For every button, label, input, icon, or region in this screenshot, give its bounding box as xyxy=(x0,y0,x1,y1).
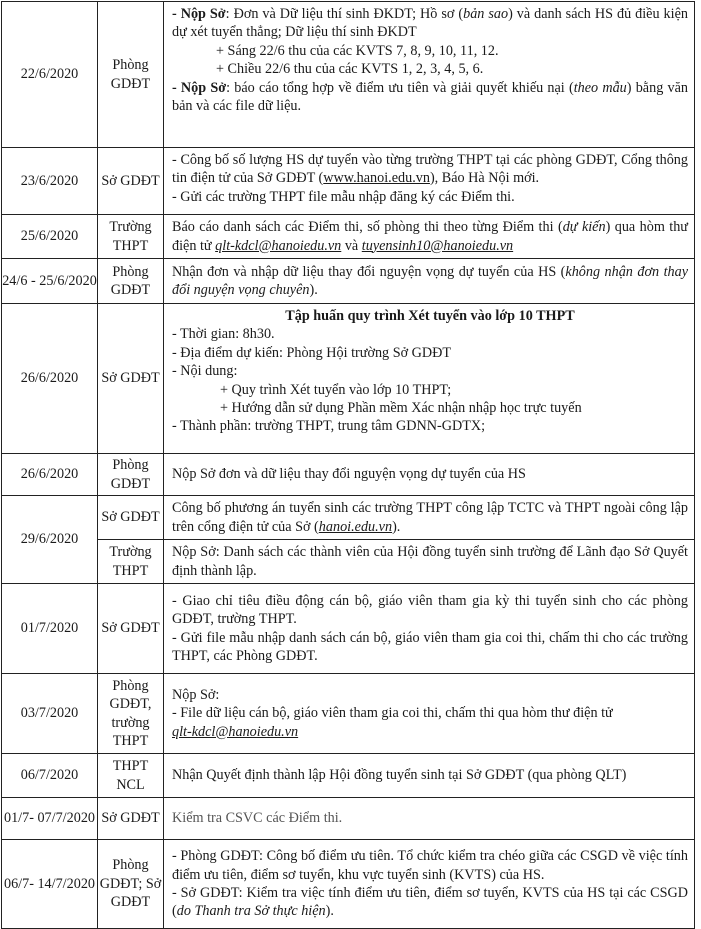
date-cell: 22/6/2020 xyxy=(2,2,98,148)
content-cell: Nhận Quyết định thành lập Hội đồng tuyển sinh tại Sở GDĐT (qua phòng QLT) xyxy=(164,754,695,798)
table-row xyxy=(2,454,695,496)
table-row xyxy=(2,798,695,840)
content-line: - Thành phần: trường THPT, trung tâm GDNN-GDTX; xyxy=(172,418,486,435)
table-row xyxy=(2,259,695,304)
content-line: - Nội dung: xyxy=(172,363,238,380)
content-cell xyxy=(164,840,695,929)
content-cell xyxy=(164,2,695,148)
content-line: - Gửi các trường THPT file mẫu nhập đăng ký các Điểm thi. xyxy=(172,188,515,205)
unit-cell: Phòng GDĐT; Sở GDĐT xyxy=(98,840,164,929)
training-heading: Tập huấn quy trình Xét tuyển vào lớp 10 THPT xyxy=(285,308,575,324)
content-subitem: + Chiều 22/6 thu của các KVTS 1, 2, 3, 4, 5, 6. xyxy=(216,61,484,78)
content-cell xyxy=(164,148,695,215)
unit-cell: Sở GDĐT xyxy=(98,148,164,215)
table-row xyxy=(2,584,695,674)
unit-cell: THPT NCL xyxy=(98,754,164,798)
content-line: - Công bố số lượng HS dự tuyển vào từng trường THPT tại các phòng GDĐT, Cổng thông tin điện tử của Sở GDĐT (www.hanoi.edu.vn), Báo Hà Nội mới. xyxy=(172,152,688,187)
content-cell xyxy=(164,584,695,674)
content-cell: Công bố phương án tuyển sinh các trường THPT công lập TCTC và THPT ngoài công lập trên cổng điện tử của Sở (hanoi.edu.vn). xyxy=(164,496,695,540)
content-line: - Sở GDĐT: Kiểm tra việc tính điểm ưu tiên, điểm sơ tuyển, KVTS của HS tại các CSGD (do Thanh tra Sở thực hiện). xyxy=(172,885,688,920)
content-line: - Giao chỉ tiêu điều động cán bộ, giáo viên tham gia kỳ thi tuyển sinh cho các phòng GDĐT, trường THPT. xyxy=(172,592,688,628)
date-cell: 03/7/2020 xyxy=(2,674,98,754)
content-cell: Nhận đơn và nhập dữ liệu thay đổi nguyện vọng dự tuyển của HS (không nhận đơn thay đổi nguyện vọng chuyên). xyxy=(164,259,695,304)
content-line: - Thời gian: 8h30. xyxy=(172,326,275,343)
date-cell: 06/7- 14/7/2020 xyxy=(2,840,98,929)
unit-cell: Phòng GDĐT xyxy=(98,2,164,148)
email-link[interactable]: qlt-kdcl@hanoiedu.vn xyxy=(215,237,342,254)
date-cell: 26/6/2020 xyxy=(2,304,98,454)
website-link[interactable]: www.hanoi.edu.vn xyxy=(323,170,430,187)
date-cell: 26/6/2020 xyxy=(2,454,98,496)
unit-cell: Trường THPT xyxy=(98,540,164,584)
content-line: - Nộp Sở: Đơn và Dữ liệu thí sinh ĐKDT; Hồ sơ (bản sao) và danh sách HS đủ điều kiện dự xét tuyển thẳng; Dữ liệu thí sinh ĐKDT xyxy=(172,6,688,41)
unit-cell: Phòng GDĐT xyxy=(98,454,164,496)
content-cell: Kiểm tra CSVC các Điểm thi. xyxy=(164,798,695,840)
content-line: - Nộp Sở: báo cáo tổng hợp về điểm ưu tiên và giải quyết khiếu nại (theo mẫu) bằng văn bản và các file dữ liệu. xyxy=(172,79,688,115)
date-cell: 06/7/2020 xyxy=(2,754,98,798)
unit-cell: Trường THPT xyxy=(98,215,164,259)
content-line xyxy=(172,723,688,741)
date-cell: 23/6/2020 xyxy=(2,148,98,215)
table-row xyxy=(2,2,695,148)
website-link[interactable]: hanoi.edu.vn xyxy=(318,518,393,535)
content-subitem: + Sáng 22/6 thu của các KVTS 7, 8, 9, 10, 11, 12. xyxy=(216,42,499,59)
date-cell: 01/7/2020 xyxy=(2,584,98,674)
table-row xyxy=(2,674,695,754)
email-link[interactable]: tuyensinh10@hanoiedu.vn xyxy=(361,237,514,254)
table-row xyxy=(2,754,695,798)
unit-cell: Sở GDĐT xyxy=(98,798,164,840)
content-cell xyxy=(164,304,695,454)
content-line: Nộp Sở: xyxy=(172,686,220,703)
unit-cell: Phòng GDĐT xyxy=(98,259,164,304)
date-cell: 24/6 - 25/6/2020 xyxy=(2,259,98,304)
content-cell: Nộp Sở: Danh sách các thành viên của Hội đồng tuyển sinh trường để Lãnh đạo Sở Quyết định thành lập. xyxy=(164,540,695,584)
date-cell: 01/7- 07/7/2020 xyxy=(2,798,98,840)
schedule-table xyxy=(1,1,695,929)
table-row xyxy=(2,840,695,929)
table-row xyxy=(2,304,695,454)
content-cell: Nộp Sở đơn và dữ liệu thay đổi nguyện vọng dự tuyển của HS xyxy=(164,454,695,496)
table-row xyxy=(2,540,695,584)
content-line: - Địa điểm dự kiến: Phòng Hội trường Sở GDĐT xyxy=(172,344,452,361)
table-row xyxy=(2,215,695,259)
content-cell xyxy=(164,674,695,754)
unit-cell: Sở GDĐT xyxy=(98,496,164,540)
unit-cell: Sở GDĐT xyxy=(98,304,164,454)
date-cell: 29/6/2020 xyxy=(2,496,98,584)
table-row xyxy=(2,496,695,540)
table-row xyxy=(2,148,695,215)
content-cell: Báo cáo danh sách các Điểm thi, số phòng thi theo từng Điểm thi (dự kiến) qua hòm thư điện tử qlt-kdcl@hanoiedu.vn và tuyensinh10@hanoiedu.vn xyxy=(164,215,695,259)
unit-cell: Phòng GDĐT, trường THPT xyxy=(98,674,164,754)
content-line: - File dữ liệu cán bộ, giáo viên tham gia coi thi, chấm thi qua hòm thư điện tử xyxy=(172,705,613,722)
email-link[interactable]: qlt-kdcl@hanoiedu.vn xyxy=(172,723,299,740)
content-line: - Phòng GDĐT: Công bố điểm ưu tiên. Tổ chức kiểm tra chéo giữa các CSGD về việc tính điểm ưu tiên, điểm sơ tuyển, khu vực tuyển sinh (KVTS) của HS. xyxy=(172,848,688,883)
unit-cell: Sở GDĐT xyxy=(98,584,164,674)
content-line: - Gửi file mẫu nhập danh sách cán bộ, giáo viên tham gia coi thi, chấm thi cho các trường THPT, các Phòng GDĐT. xyxy=(172,629,688,664)
date-cell: 25/6/2020 xyxy=(2,215,98,259)
content-subitem: + Hướng dẫn sử dụng Phần mềm Xác nhận nhập học trực tuyến xyxy=(220,400,582,417)
content-subitem: + Quy trình Xét tuyển vào lớp 10 THPT; xyxy=(220,381,452,398)
